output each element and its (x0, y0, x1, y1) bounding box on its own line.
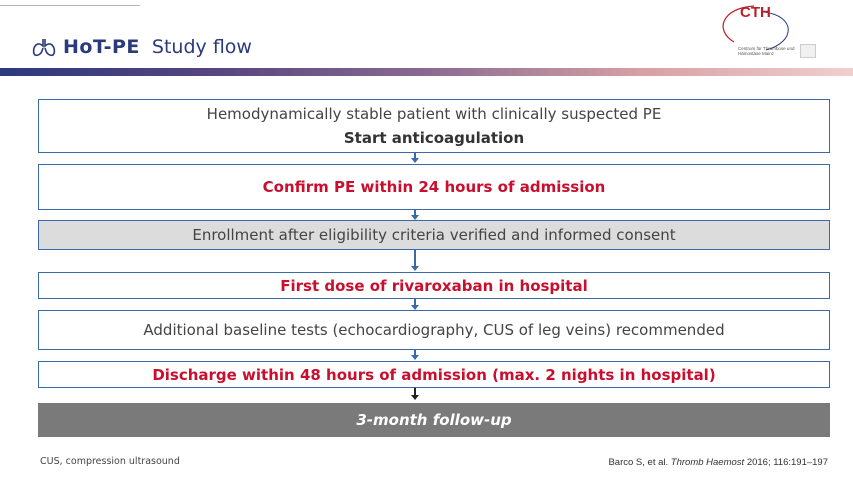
citation-authors: Barco S, et al. (608, 457, 669, 468)
flow-arrow (414, 210, 416, 218)
citation (608, 457, 828, 468)
flow-step-suspected-pe (38, 99, 830, 153)
citation-journal: Thromb Haemost (670, 457, 745, 468)
lungs-icon (31, 37, 57, 57)
logo-wordmark: CTH (740, 4, 771, 21)
step-text: Enrollment after eligibility criteria verified and informed consent (192, 226, 676, 244)
step-text-followup: 3-month follow-up (356, 411, 512, 429)
step-text-highlight: Confirm PE within 24 hours of admission (262, 178, 606, 196)
flow-arrow (414, 299, 416, 308)
step-text-highlight: Discharge within 48 hours of admission (max. 2 nights in hospital) (152, 365, 716, 384)
header-gradient-bar (0, 68, 853, 76)
cth-logo (704, 2, 824, 64)
step-text-highlight: First dose of rivaroxaban in hospital (280, 276, 588, 295)
step-text: Hemodynamically stable patient with clinically suspected PE (206, 105, 662, 123)
top-divider (0, 5, 140, 6)
flow-step-enrollment (38, 220, 830, 250)
flow-arrow (414, 153, 416, 161)
flow-step-baseline-tests (38, 310, 830, 350)
logo-subtitle: Centrum für Thrombose und Hämostase Mainz (738, 46, 795, 56)
step-text: Additional baseline tests (echocardiography, CUS of leg veins) recommended (143, 321, 725, 339)
flow-step-first-dose (38, 272, 830, 299)
page-title: Study flow (151, 36, 252, 58)
slide-header (31, 33, 252, 61)
step-text-bold: Start anticoagulation (343, 129, 525, 147)
flow-arrow (414, 350, 416, 358)
brand-name: HoT-PE (63, 36, 140, 58)
abbreviation-footnote: CUS, compression ultrasound (40, 456, 180, 467)
flow-arrow (414, 250, 416, 269)
flow-step-follow-up (38, 403, 830, 437)
citation-details: 2016; 116:191–197 (746, 457, 828, 468)
partner-emblem-icon (800, 44, 816, 58)
flow-step-confirm-pe (38, 164, 830, 210)
flow-arrow (414, 388, 416, 398)
flow-step-discharge (38, 361, 830, 388)
